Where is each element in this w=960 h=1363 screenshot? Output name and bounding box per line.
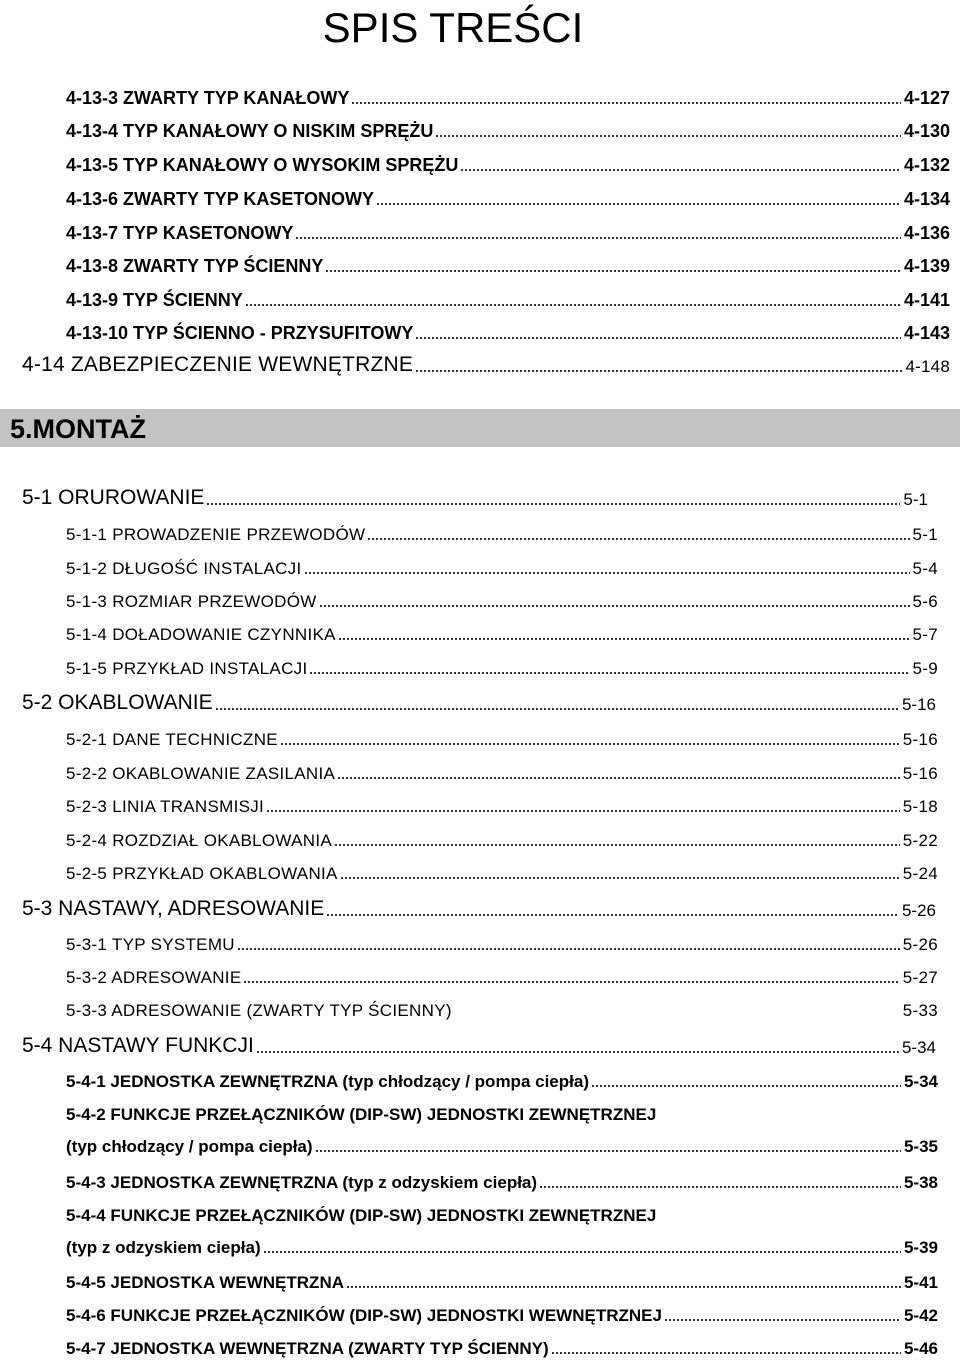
toc-page-number: 4-132 (903, 155, 950, 175)
toc-entry[interactable] (66, 968, 938, 988)
dot-leader (435, 134, 901, 138)
toc-page-number: 5-4 (912, 559, 938, 578)
dot-leader (664, 1318, 901, 1322)
toc-entry[interactable] (66, 1339, 938, 1359)
toc-entry[interactable] (66, 525, 938, 545)
toc-entry[interactable] (66, 1001, 938, 1021)
toc-entry-title: 4-13-8 ZWARTY TYP ŚCIENNY (66, 256, 324, 276)
toc-entry-title: 5-2-3 LINIA TRANSMISJI (66, 797, 265, 816)
toc-entry-title: 4-13-9 TYP ŚCIENNY (66, 290, 243, 310)
toc-page-number: 4-136 (903, 223, 950, 243)
toc-page-number: 5-26 (901, 901, 936, 920)
toc-entry-title: 5-2 OKABLOWANIE (22, 691, 213, 714)
toc-page-number: 5-18 (902, 797, 938, 816)
toc-entry[interactable] (66, 797, 938, 817)
toc-entry[interactable] (66, 1273, 938, 1293)
toc-entry-title: 5-2-4 ROZDZIAŁ OKABLOWANIA (66, 831, 333, 850)
dot-leader (337, 776, 900, 780)
toc-page-number: 4-130 (903, 121, 950, 141)
toc-page-number: 5-16 (901, 695, 936, 714)
toc-entry[interactable] (66, 290, 950, 311)
toc-entry-title: 5-4-7 JEDNOSTKA WEWNĘTRZNA (ZWARTY TYP ŚCIENNY) (66, 1339, 549, 1358)
toc-entry-title: 5-4-1 JEDNOSTKA ZEWNĘTRZNA (typ chłodzący / pompa ciepła) (66, 1072, 589, 1091)
toc-page-number: 5-46 (903, 1339, 938, 1358)
toc-entry-title: 5-4-6 FUNKCJE PRZEŁĄCZNIKÓW (DIP-SW) JEDNOSTKI WEWNĘTRZNEJ (66, 1306, 662, 1325)
toc-entry-title: 5-4-5 JEDNOSTKA WEWNĘTRZNA (66, 1273, 344, 1292)
toc-entry-title: 5-4-3 JEDNOSTKA ZEWNĘTRZNA (typ z odzyskiem ciepła) (66, 1173, 538, 1192)
toc-page-number: 5-34 (901, 1038, 936, 1057)
toc-entry[interactable] (66, 256, 950, 277)
dot-leader (326, 913, 899, 917)
dot-leader (351, 101, 901, 105)
toc-entry-title: 5-1 ORUROWANIE (22, 486, 205, 509)
toc-entry-title: 4-13-6 ZWARTY TYP KASETONOWY (66, 189, 375, 209)
dot-leader (340, 876, 900, 880)
dot-leader (245, 303, 901, 307)
toc-page-number: 5-35 (903, 1137, 938, 1156)
toc-entry[interactable] (66, 1072, 938, 1092)
toc-entry-title: 5-3-2 ADRESOWANIE (66, 968, 242, 987)
toc-page-number: 4-127 (903, 88, 950, 108)
toc-section-entry[interactable] (22, 486, 928, 510)
toc-entry[interactable] (66, 1306, 938, 1326)
toc-entry-title: 5-2-2 OKABLOWANIE ZASILANIA (66, 764, 336, 783)
toc-entry-title[interactable]: 5-4-4 FUNKCJE PRZEŁĄCZNIKÓW (DIP-SW) JEDNOSTKI ZEWNĘTRZNEJ (66, 1206, 657, 1225)
toc-page-number: 4-143 (903, 323, 950, 343)
toc-entry[interactable] (66, 223, 950, 244)
dot-leader (367, 537, 909, 541)
toc-entry[interactable] (66, 864, 938, 884)
toc-entry-title: (typ z odzyskiem ciepła) (66, 1238, 261, 1257)
toc-page-number: 5-16 (902, 764, 938, 783)
dot-leader (551, 1351, 901, 1355)
dot-leader (263, 1250, 901, 1254)
toc-page-number: 5-22 (902, 831, 938, 850)
toc-entry[interactable] (66, 1238, 938, 1258)
toc-entry-title: 5-1-4 DOŁADOWANIE CZYNNIKA (66, 625, 336, 644)
dot-leader (325, 269, 901, 273)
toc-entry[interactable] (66, 935, 938, 955)
toc-entry[interactable] (66, 189, 950, 210)
toc-page-number: 5-6 (912, 592, 938, 611)
dot-leader (338, 637, 910, 641)
dot-leader (280, 742, 900, 746)
toc-entry-title[interactable]: 5-4-2 FUNKCJE PRZEŁĄCZNIKÓW (DIP-SW) JEDNOSTKI ZEWNĘTRZNEJ (66, 1105, 657, 1124)
toc-page-number: 5-26 (902, 935, 938, 954)
toc-section-entry[interactable] (22, 353, 950, 377)
toc-entry-title: 4-13-3 ZWARTY TYP KANAŁOWY (66, 88, 350, 108)
toc-section-entry[interactable] (22, 691, 936, 715)
toc-entry[interactable] (66, 592, 938, 612)
chapter-heading-bar (0, 409, 960, 447)
toc-entry[interactable] (66, 323, 950, 344)
toc-section-entry[interactable] (22, 1034, 936, 1058)
dot-leader (237, 947, 900, 951)
toc-entry-title: 5-2-1 DANE TECHNICZNE (66, 730, 278, 749)
toc-entry-title: 5-4 NASTAWY FUNKCJI (22, 1034, 254, 1057)
toc-entry-title: 5-1-2 DŁUGOŚĆ INSTALACJI (66, 559, 302, 578)
page-title: SPIS TREŚCI (322, 4, 584, 51)
toc-page-number: 4-141 (903, 290, 950, 310)
toc-entry[interactable] (66, 88, 950, 109)
toc-entry[interactable] (66, 559, 938, 579)
toc-page-number: 5-27 (902, 968, 938, 987)
dot-leader (319, 604, 910, 608)
toc-entry-title: 4-13-4 TYP KANAŁOWY O NISKIM SPRĘŻU (66, 121, 434, 141)
toc-section-entry[interactable] (22, 897, 936, 921)
toc-entry[interactable] (66, 659, 938, 679)
dot-leader (215, 707, 899, 711)
dot-leader (243, 980, 899, 984)
toc-entry-title: 5-1-5 PRZYKŁAD INSTALACJI (66, 659, 308, 678)
dot-leader (591, 1084, 901, 1088)
dot-leader (376, 202, 901, 206)
toc-page-number: 4-139 (903, 256, 950, 276)
toc-page-number: 4-148 (905, 357, 950, 376)
toc-page-number: 5-38 (903, 1173, 938, 1192)
toc-page-number: 5-41 (903, 1273, 938, 1292)
toc-page-number: 5-42 (903, 1306, 938, 1325)
dot-leader (295, 236, 901, 240)
toc-entry-title: 5-3-3 ADRESOWANIE (ZWARTY TYP ŚCIENNY) (66, 1001, 452, 1020)
toc-page-number: 5-7 (912, 625, 938, 644)
dot-leader (304, 571, 910, 575)
dot-leader (256, 1050, 899, 1054)
toc-entry-title: 4-13-10 TYP ŚCIENNO - PRZYSUFITOWY (66, 323, 414, 343)
toc-page-number: 5-24 (902, 864, 938, 883)
toc-page-number: 5-16 (902, 730, 938, 749)
toc-page-number: 5-9 (912, 659, 938, 678)
toc-entry-title: 5-1-1 PROWADZENIE PRZEWODÓW (66, 525, 366, 544)
toc-entry[interactable] (66, 625, 938, 645)
dot-leader (460, 168, 901, 172)
toc-entry-title: 5-3-1 TYP SYSTEMU (66, 935, 235, 954)
toc-entry[interactable] (66, 831, 938, 851)
toc-entry[interactable] (66, 155, 950, 176)
toc-entry-title: 5-1-3 ROZMIAR PRZEWODÓW (66, 592, 317, 611)
dot-leader (266, 809, 900, 813)
toc-entry-title: 4-13-7 TYP KASETONOWY (66, 223, 294, 243)
chapter-heading[interactable]: 5.MONTAŻ (10, 414, 146, 444)
toc-entry[interactable] (66, 1137, 938, 1157)
dot-leader (346, 1285, 901, 1289)
toc-entry[interactable] (66, 121, 950, 142)
toc-entry[interactable] (66, 730, 938, 750)
dot-leader (415, 369, 902, 373)
toc-page-number: 5-1 (912, 525, 938, 544)
toc-entry-title: 4-14 ZABEZPIECZENIE WEWNĘTRZNE (22, 353, 414, 376)
toc-entry-title: (typ chłodzący / pompa ciepła) (66, 1137, 313, 1156)
dot-leader (309, 671, 909, 675)
toc-page-number: 4-134 (903, 189, 950, 209)
toc-entry-title: 5-2-5 PRZYKŁAD OKABLOWANIA (66, 864, 338, 883)
dot-leader (206, 502, 900, 506)
dot-leader (415, 336, 901, 340)
dot-leader (334, 843, 900, 847)
toc-entry[interactable] (66, 764, 938, 784)
toc-page-number: 5-34 (903, 1072, 938, 1091)
dot-leader (539, 1185, 901, 1189)
toc-page-number: 5-1 (903, 490, 928, 509)
toc-page-number: 5-33 (902, 1001, 938, 1020)
dot-leader (315, 1149, 901, 1153)
toc-entry[interactable] (66, 1173, 938, 1193)
toc-entry-title: 4-13-5 TYP KANAŁOWY O WYSOKIM SPRĘŻU (66, 155, 459, 175)
toc-page-number: 5-39 (903, 1238, 938, 1257)
toc-entry-title: 5-3 NASTAWY, ADRESOWANIE (22, 897, 325, 920)
